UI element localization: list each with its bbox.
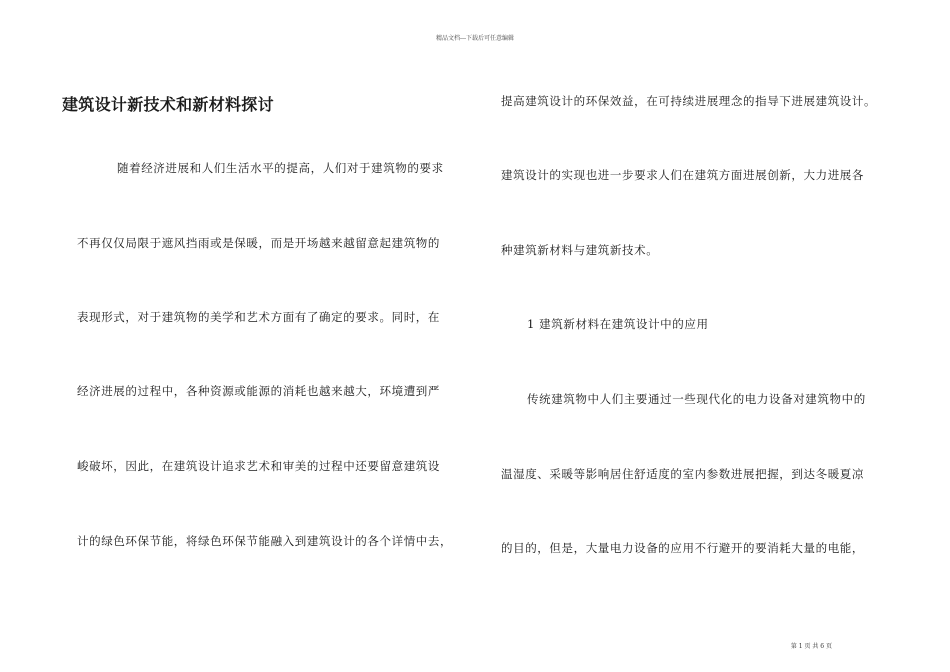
left-paragraph-line: 不再仅仅局限于遮风挡雨或是保暖，而是开场越来越留意起建筑物的 bbox=[77, 236, 440, 250]
right-paragraph-line: 的目的，但是，大量电力设备的应用不行避开的要消耗大量的电能， bbox=[501, 541, 864, 555]
left-paragraph-line: 计的绿色环保节能，将绿色环保节能融入到建筑设计的各个详情中去， bbox=[77, 534, 453, 548]
left-paragraph-line: 经济进展的过程中，各种资源或能源的消耗也越来越大，环境遭到严 bbox=[77, 384, 440, 398]
right-paragraph-line: 温湿度、采暖等影响居住舒适度的室内参数进展把握，到达冬暖夏凉 bbox=[501, 467, 864, 481]
left-paragraph-line: 峻破坏，因此，在建筑设计追求艺术和审美的过程中还要留意建筑设 bbox=[77, 459, 440, 473]
section-heading: 1 建筑新材料在建筑设计中的应用 bbox=[527, 317, 709, 331]
header-note: 精品文档---下载后可任意编辑 bbox=[435, 35, 515, 42]
left-paragraph-line: 表现形式，对于建筑物的美学和艺术方面有了确定的要求。同时，在 bbox=[77, 310, 440, 324]
page-number: 第 1 页 共 6 页 bbox=[790, 643, 832, 650]
right-paragraph-line: 建筑设计的实现也进一步要求人们在建筑方面进展创新，大力进展各 bbox=[501, 168, 864, 182]
right-paragraph-line: 提高建筑设计的环保效益，在可持续进展理念的指导下进展建筑设计。 bbox=[501, 94, 877, 108]
left-paragraph-line: 随着经济进展和人们生活水平的提高，人们对于建筑物的要求 bbox=[117, 161, 444, 175]
right-paragraph-line: 种建筑新材料与建筑新技术。 bbox=[501, 243, 659, 257]
right-paragraph-line: 传统建筑物中人们主要通过一些现代化的电力设备对建筑物中的 bbox=[527, 392, 866, 406]
document-title: 建筑设计新技术和新材料探讨 bbox=[62, 95, 274, 114]
